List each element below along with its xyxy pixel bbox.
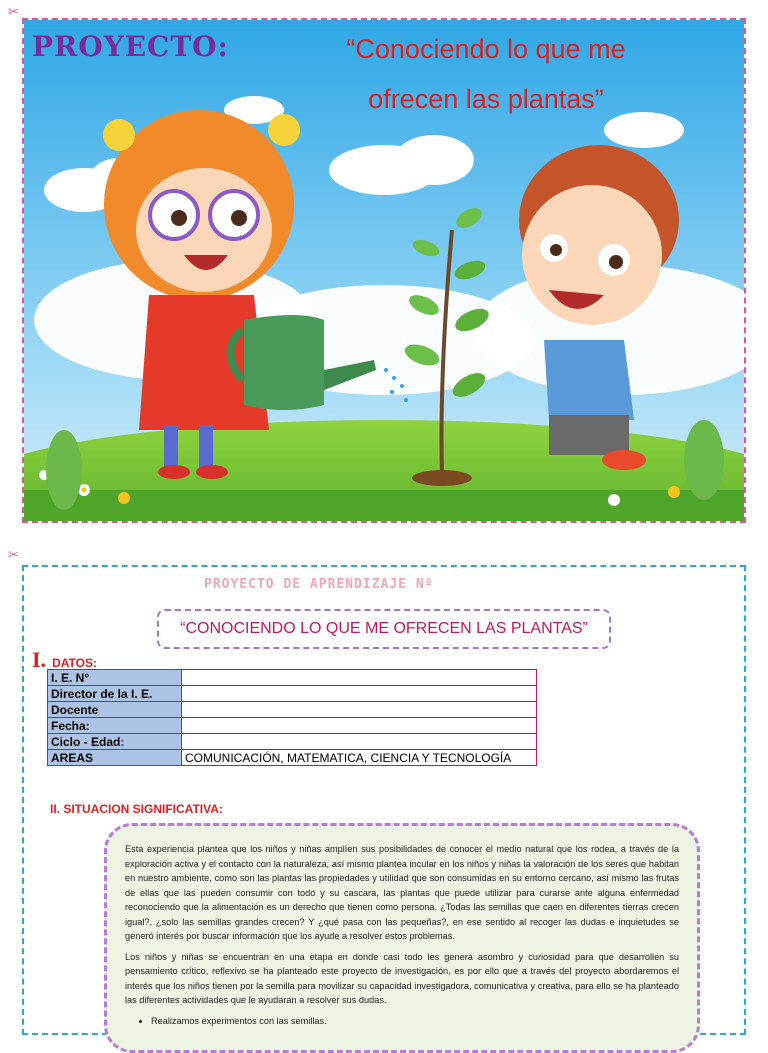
section-label: DATOS: xyxy=(52,656,97,670)
scissors-icon: ✂ xyxy=(8,548,19,563)
scissors-icon: ✂ xyxy=(8,5,19,20)
table-value xyxy=(182,670,537,686)
table-value xyxy=(182,718,537,734)
table-value xyxy=(182,734,537,750)
table-key: AREAS xyxy=(48,750,182,766)
table-value: COMUNICACIÓN, MATEMATICA, CIENCIA Y TECNOLOGÍA xyxy=(182,750,537,766)
table-row xyxy=(48,702,537,718)
section-number: I. xyxy=(32,647,47,672)
situacion-paragraph-1: Esta experiencia plantea que los niños y niñas amplíen sus posibilidades de conocer el medio natural que los rodea, a través de la exploración activa y el contacto con la naturaleza, así mismo plantea incular en los niños y niñas la valoración de los seres que habitan en nuestro ambiente, como son las plantas las propiedades y utilidad que son consumidas en su entorno cercano, así mismo las frutas de ellas que las pueden consumir con todo y su cascara, las plantas que puede utilizar para curarse ante alguna enfermedad reconociendo que la alimentación es un derecho que tienen como persona. ¿Todas las semillas que caen en diferentes tierras crecen igual?, ¿solo las semillas grandes crecen? Y ¿qué pasa con las pequeñas?, en ese sentido al recoger las dudas e inquietudes se generó interés por buscar información que los ayude a resolver estos problemas. xyxy=(125,844,679,941)
doc-header: PROYECTO DE APRENDIZAJE Nº xyxy=(204,577,434,592)
cover-illustration xyxy=(22,18,746,523)
doc-title: “CONOCIENDO LO QUE ME OFRECEN LAS PLANTAS” xyxy=(157,609,611,649)
cover-project-label: PROYECTO: xyxy=(32,30,229,63)
table-value xyxy=(182,702,537,718)
table-value xyxy=(182,686,537,702)
table-row xyxy=(48,750,537,766)
table-key: Director de la I. E. xyxy=(48,686,182,702)
table-row xyxy=(48,734,537,750)
table-row xyxy=(48,670,537,686)
datos-table xyxy=(47,669,537,766)
table-key: Fecha: xyxy=(48,718,182,734)
list-item: • Realizamos experimentos con las semillas. xyxy=(151,1014,679,1029)
table-key: I. E. N° xyxy=(48,670,182,686)
situacion-box xyxy=(104,823,700,1053)
cover-title xyxy=(286,24,686,124)
cover-title-line2: ofrecen las plantas” xyxy=(368,84,604,114)
table-key: Docente xyxy=(48,702,182,718)
table-key: Ciclo - Edad: xyxy=(48,734,182,750)
situacion-list xyxy=(125,1014,679,1029)
project-document xyxy=(22,565,746,1035)
situacion-paragraph-2: Los niños y niñas se encuentran en una etapa en donde casi todo les genera asombro y curiosidad para que desarrollen su pensamiento crítico, reflexivo se ha planteado este proyecto de investigación, es por ello que a través del proyecto abordaremos el interés que los niños tienen por la semilla para movilizar su capacidad investigadora, comunicativa y creativa, para ello se ha planteado las diferentes actividades que le ayudaran a resolver sus dudas. xyxy=(125,951,679,1005)
section-situacion-heading: II. SITUACION SIGNIFICATIVA: xyxy=(50,802,223,816)
table-row xyxy=(48,686,537,702)
cover-title-line1: “Conociendo lo que me xyxy=(346,34,626,64)
table-row xyxy=(48,718,537,734)
